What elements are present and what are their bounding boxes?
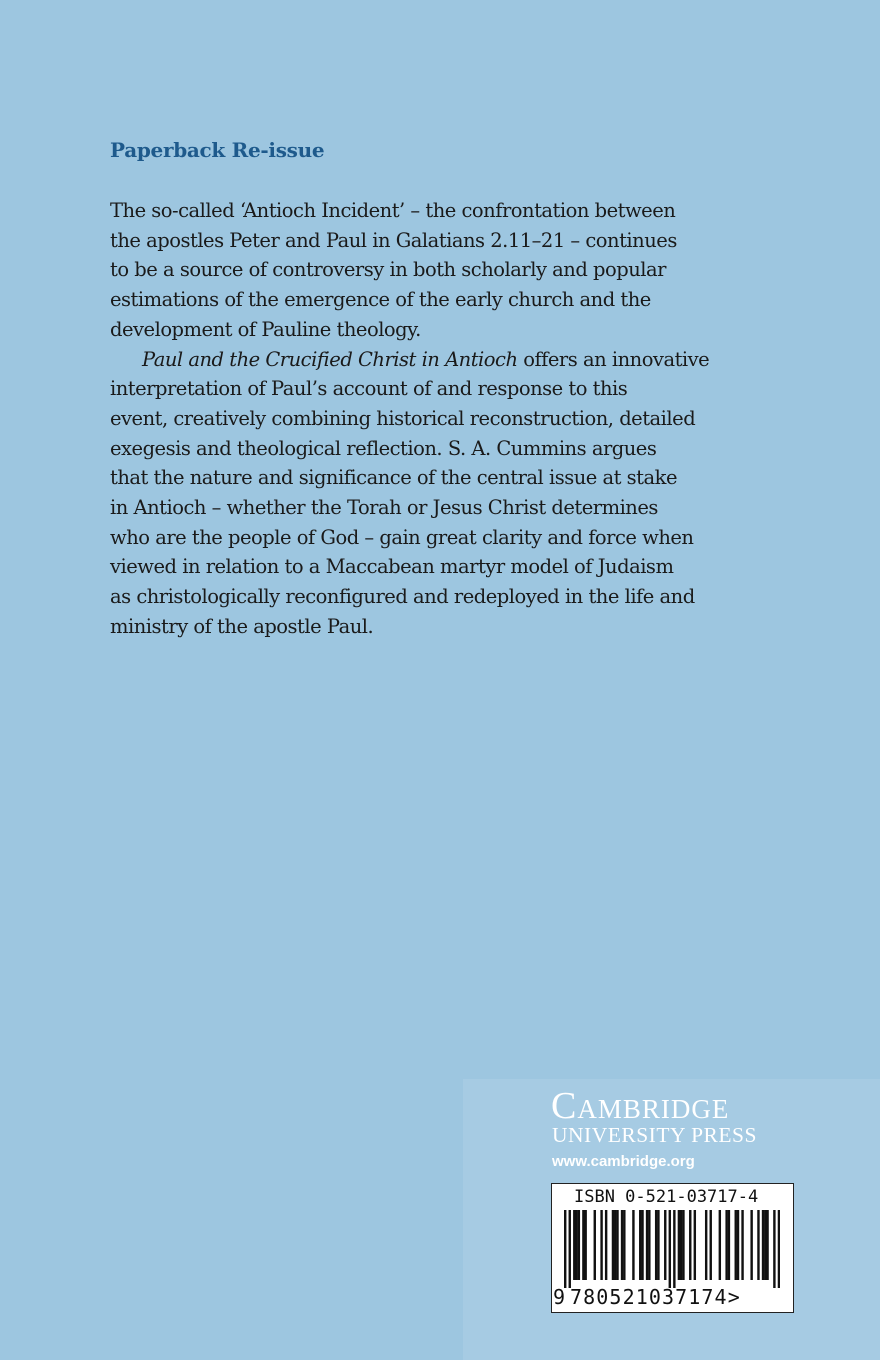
- barcode-bar: [710, 1210, 712, 1280]
- barcode-bar: [578, 1210, 580, 1280]
- publisher-url: www.cambridge.org: [552, 1153, 695, 1170]
- barcode-bar: [764, 1210, 766, 1280]
- blurb-line: to be a source of controversy in both scholarly and popular: [110, 258, 666, 282]
- blurb-line: the apostles Peter and Paul in Galatians 2.11–21 – continues: [110, 228, 677, 252]
- barcode-bar: [594, 1210, 596, 1280]
- barcode-digit-string: 780521037174>: [570, 1285, 741, 1309]
- blurb-line: ministry of the apostle Paul.: [110, 614, 374, 638]
- barcode-bar: [664, 1210, 666, 1280]
- barcode-bar: [757, 1210, 759, 1280]
- book-title: Paul and the Crucified Christ in Antioch: [142, 347, 518, 371]
- barcode-bar: [741, 1210, 743, 1280]
- barcode-bar: [614, 1210, 616, 1280]
- barcode-bar: [766, 1210, 768, 1280]
- barcode-bar: [623, 1210, 625, 1280]
- barcode-bar: [689, 1210, 691, 1280]
- barcode-bar: [600, 1210, 602, 1280]
- barcode-bar: [737, 1210, 739, 1280]
- barcode-bar: [680, 1210, 682, 1280]
- barcode-bar: [582, 1210, 584, 1280]
- barcode-bar: [682, 1210, 684, 1280]
- barcode-bar: [705, 1210, 707, 1280]
- barcode-bar: [655, 1210, 657, 1280]
- barcode-guard-bar: [773, 1210, 775, 1288]
- barcode-bar: [646, 1210, 648, 1280]
- blurb-line: as christologically reconfigured and redeployed in the life and: [110, 585, 695, 609]
- blurb-line: event, creatively combining historical reconstruction, detailed: [110, 406, 696, 430]
- blurb-line: viewed in relation to a Maccabean martyr model of Judaism: [110, 555, 674, 579]
- barcode-bar: [725, 1210, 727, 1280]
- barcode-bar: [657, 1210, 659, 1280]
- blurb-line: The so-called ‘Antioch Incident’ – the confrontation between: [110, 199, 676, 222]
- barcode-bar: [612, 1210, 614, 1280]
- barcode-bar: [735, 1210, 737, 1280]
- barcode-bar: [639, 1210, 641, 1280]
- barcode-guard-bar: [673, 1210, 675, 1288]
- reissue-heading: Paperback Re-issue: [110, 138, 325, 162]
- blurb-line: in Antioch – whether the Torah or Jesus Christ determines: [110, 496, 658, 520]
- barcode-guard-bar: [669, 1210, 671, 1288]
- barcode-bar: [694, 1210, 696, 1280]
- blurb-line: who are the people of God – gain great clarity and force when: [110, 525, 694, 549]
- blurb-line: exegesis and theological reflection. S. A. Cummins argues: [110, 436, 657, 460]
- barcode-bar: [648, 1210, 650, 1280]
- barcode-bar: [584, 1210, 586, 1280]
- barcode-bar: [678, 1210, 680, 1280]
- barcode-bar: [573, 1210, 575, 1280]
- barcode-bar: [728, 1210, 730, 1280]
- barcode-box: [551, 1183, 794, 1313]
- barcode-guard-bar: [564, 1210, 566, 1288]
- publisher-logo-name: [551, 1087, 729, 1125]
- barcode-bar: [605, 1210, 607, 1280]
- barcode-bar: [621, 1210, 623, 1280]
- publisher-name: Cambridge: [551, 1085, 730, 1127]
- isbn-label: ISBN 0-521-03717-4: [574, 1187, 759, 1207]
- barcode-bar: [616, 1210, 618, 1280]
- blurb-line: [110, 345, 790, 375]
- blurb-line: development of Pauline theology.: [110, 317, 421, 341]
- barcode-guard-bar: [778, 1210, 780, 1288]
- blurb-line: that the nature and significance of the central issue at stake: [110, 466, 677, 490]
- barcode-bar: [719, 1210, 721, 1280]
- barcode-bar: [641, 1210, 643, 1280]
- barcode-bar: [762, 1210, 764, 1280]
- blurb-text: [110, 196, 790, 642]
- blurb-line: interpretation of Paul’s account of and response to this: [110, 377, 628, 401]
- barcode-bar: [750, 1210, 752, 1280]
- blurb-line-rest: offers an innovative: [517, 347, 710, 371]
- barcode-bar: [575, 1210, 577, 1280]
- barcode-bars: [564, 1210, 780, 1288]
- barcode-first-digit: 9: [553, 1285, 566, 1309]
- barcode-bar: [632, 1210, 634, 1280]
- barcode-guard-bar: [569, 1210, 571, 1288]
- publisher-logo-subname: UNIVERSITY PRESS: [552, 1123, 757, 1147]
- blurb-line: estimations of the emergence of the early church and the: [110, 288, 651, 312]
